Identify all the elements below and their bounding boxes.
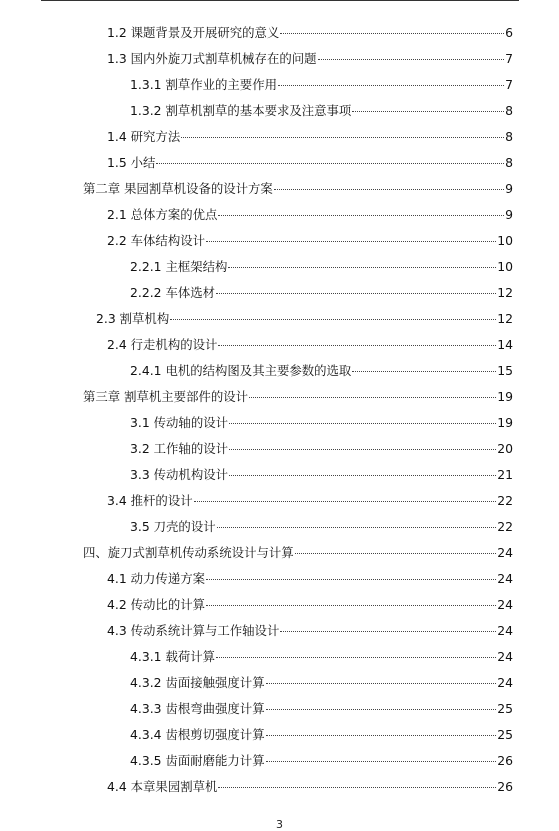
toc-entry[interactable] <box>0 618 559 644</box>
dot-leader <box>266 735 497 736</box>
toc-entry-title: 4.1 动力传递方案 <box>107 571 205 586</box>
toc-entry[interactable] <box>0 488 559 514</box>
toc-entry[interactable] <box>0 462 559 488</box>
toc-entry-page-number: 26 <box>497 753 513 768</box>
toc-entry-title: 1.3 国内外旋刀式割草机械存在的问题 <box>107 51 317 66</box>
toc-entry-page-number: 14 <box>497 337 513 352</box>
toc-entry[interactable] <box>0 774 559 800</box>
toc-entry-title: 2.1 总体方案的优点 <box>107 207 218 222</box>
dot-leader <box>278 85 504 86</box>
toc-entry-title: 2.2.2 车体选材 <box>130 285 216 300</box>
toc-entry-title: 2.4 行走机构的设计 <box>107 337 218 352</box>
toc-entry-title: 3.4 推杆的设计 <box>107 493 193 508</box>
toc-entry[interactable] <box>0 592 559 618</box>
dot-leader <box>216 293 496 294</box>
toc-entry-page-number: 20 <box>497 441 513 456</box>
toc-entry-title: 3.2 工作轴的设计 <box>130 441 228 456</box>
toc-entry[interactable] <box>0 644 559 670</box>
toc-entry-title: 2.3 割草机构 <box>96 311 170 326</box>
toc-entry-page-number: 10 <box>497 259 513 274</box>
dot-leader <box>274 189 504 190</box>
dot-leader <box>181 137 504 138</box>
toc-entry-title: 1.3.1 割草作业的主要作用 <box>130 77 277 92</box>
toc-entry[interactable] <box>0 306 559 332</box>
toc-entry[interactable] <box>0 150 559 176</box>
toc-entry-title: 第三章 割草机主要部件的设计 <box>83 389 249 404</box>
toc-entry[interactable] <box>0 254 559 280</box>
toc-entry[interactable] <box>0 566 559 592</box>
toc-entry-page-number: 7 <box>505 77 513 92</box>
toc-entry[interactable] <box>0 176 559 202</box>
toc-entry-title: 1.3.2 割草机割草的基本要求及注意事项 <box>130 103 352 118</box>
toc-entry-title: 4.3.3 齿根弯曲强度计算 <box>130 701 265 716</box>
dot-leader <box>218 345 496 346</box>
dot-leader <box>280 631 496 632</box>
toc-entry-page-number: 15 <box>497 363 513 378</box>
dot-leader <box>170 319 496 320</box>
toc-entry-title: 2.2.1 主框架结构 <box>130 259 228 274</box>
toc-entry[interactable] <box>0 124 559 150</box>
toc-entry-page-number: 24 <box>497 649 513 664</box>
dot-leader <box>228 267 496 268</box>
toc-entry[interactable] <box>0 332 559 358</box>
dot-leader <box>156 163 504 164</box>
toc-entry-page-number: 25 <box>497 727 513 742</box>
toc-entry[interactable] <box>0 436 559 462</box>
toc-entry[interactable] <box>0 20 559 46</box>
dot-leader <box>352 111 504 112</box>
toc-entry[interactable] <box>0 722 559 748</box>
toc-entry-page-number: 24 <box>497 597 513 612</box>
toc-entry-page-number: 9 <box>505 207 513 222</box>
toc-entry-page-number: 24 <box>497 571 513 586</box>
dot-leader <box>280 33 504 34</box>
toc-entry-title: 3.3 传动机构设计 <box>130 467 228 482</box>
dot-leader <box>194 501 497 502</box>
toc-entry-title: 2.2 车体结构设计 <box>107 233 205 248</box>
toc-entry-title: 四、旋刀式割草机传动系统设计与计算 <box>83 545 294 560</box>
toc-entry-page-number: 22 <box>497 493 513 508</box>
dot-leader <box>249 397 496 398</box>
toc-entry-page-number: 25 <box>497 701 513 716</box>
toc-entry-title: 4.4 本章果园割草机 <box>107 779 218 794</box>
dot-leader <box>352 371 496 372</box>
dot-leader <box>218 215 504 216</box>
toc-entry[interactable] <box>0 696 559 722</box>
dot-leader <box>229 423 496 424</box>
toc-entry[interactable] <box>0 384 559 410</box>
dot-leader <box>318 59 505 60</box>
table-of-contents <box>0 20 559 800</box>
dot-leader <box>266 683 497 684</box>
toc-entry-title: 1.5 小结 <box>107 155 156 170</box>
toc-entry[interactable] <box>0 46 559 72</box>
dot-leader <box>266 761 497 762</box>
toc-entry[interactable] <box>0 514 559 540</box>
toc-entry[interactable] <box>0 98 559 124</box>
toc-entry-page-number: 10 <box>497 233 513 248</box>
toc-entry-title: 2.4.1 电机的结构图及其主要参数的选取 <box>130 363 352 378</box>
toc-entry-page-number: 19 <box>497 389 513 404</box>
page-number: 3 <box>276 818 283 831</box>
toc-entry-title: 第二章 果园割草机设备的设计方案 <box>83 181 273 196</box>
dot-leader <box>217 527 497 528</box>
dot-leader <box>206 241 496 242</box>
dot-leader <box>295 553 497 554</box>
dot-leader <box>206 605 496 606</box>
toc-entry[interactable] <box>0 202 559 228</box>
toc-entry[interactable] <box>0 748 559 774</box>
toc-entry-page-number: 8 <box>505 155 513 170</box>
toc-entry-page-number: 24 <box>497 675 513 690</box>
top-rule <box>41 0 519 1</box>
toc-entry-title: 4.3 传动系统计算与工作轴设计 <box>107 623 280 638</box>
dot-leader <box>218 787 496 788</box>
toc-entry-page-number: 12 <box>497 311 513 326</box>
toc-entry-page-number: 6 <box>505 25 513 40</box>
toc-entry-page-number: 21 <box>497 467 513 482</box>
toc-entry-page-number: 22 <box>497 519 513 534</box>
toc-entry-title: 4.2 传动比的计算 <box>107 597 205 612</box>
toc-entry-page-number: 19 <box>497 415 513 430</box>
toc-entry-title: 3.5 刀壳的设计 <box>130 519 216 534</box>
toc-entry-page-number: 8 <box>505 129 513 144</box>
toc-entry-page-number: 24 <box>497 623 513 638</box>
toc-entry-title: 4.3.5 齿面耐磨能力计算 <box>130 753 265 768</box>
toc-entry[interactable] <box>0 540 559 566</box>
toc-entry-page-number: 8 <box>505 103 513 118</box>
toc-entry-page-number: 7 <box>505 51 513 66</box>
toc-entry-page-number: 12 <box>497 285 513 300</box>
toc-entry-title: 1.4 研究方法 <box>107 129 181 144</box>
toc-entry-title: 4.3.4 齿根剪切强度计算 <box>130 727 265 742</box>
toc-entry[interactable] <box>0 358 559 384</box>
dot-leader <box>206 579 496 580</box>
toc-entry-page-number: 26 <box>497 779 513 794</box>
dot-leader <box>216 657 496 658</box>
dot-leader <box>229 449 496 450</box>
dot-leader <box>266 709 497 710</box>
toc-entry[interactable] <box>0 410 559 436</box>
dot-leader <box>229 475 496 476</box>
toc-entry[interactable] <box>0 280 559 306</box>
toc-entry[interactable] <box>0 670 559 696</box>
toc-entry-page-number: 24 <box>497 545 513 560</box>
toc-entry-title: 1.2 课题背景及开展研究的意义 <box>107 25 280 40</box>
toc-entry-title: 3.1 传动轴的设计 <box>130 415 228 430</box>
toc-entry-title: 4.3.2 齿面接触强度计算 <box>130 675 265 690</box>
toc-entry[interactable] <box>0 72 559 98</box>
toc-entry-title: 4.3.1 载荷计算 <box>130 649 216 664</box>
toc-entry-page-number: 9 <box>505 181 513 196</box>
toc-entry[interactable] <box>0 228 559 254</box>
